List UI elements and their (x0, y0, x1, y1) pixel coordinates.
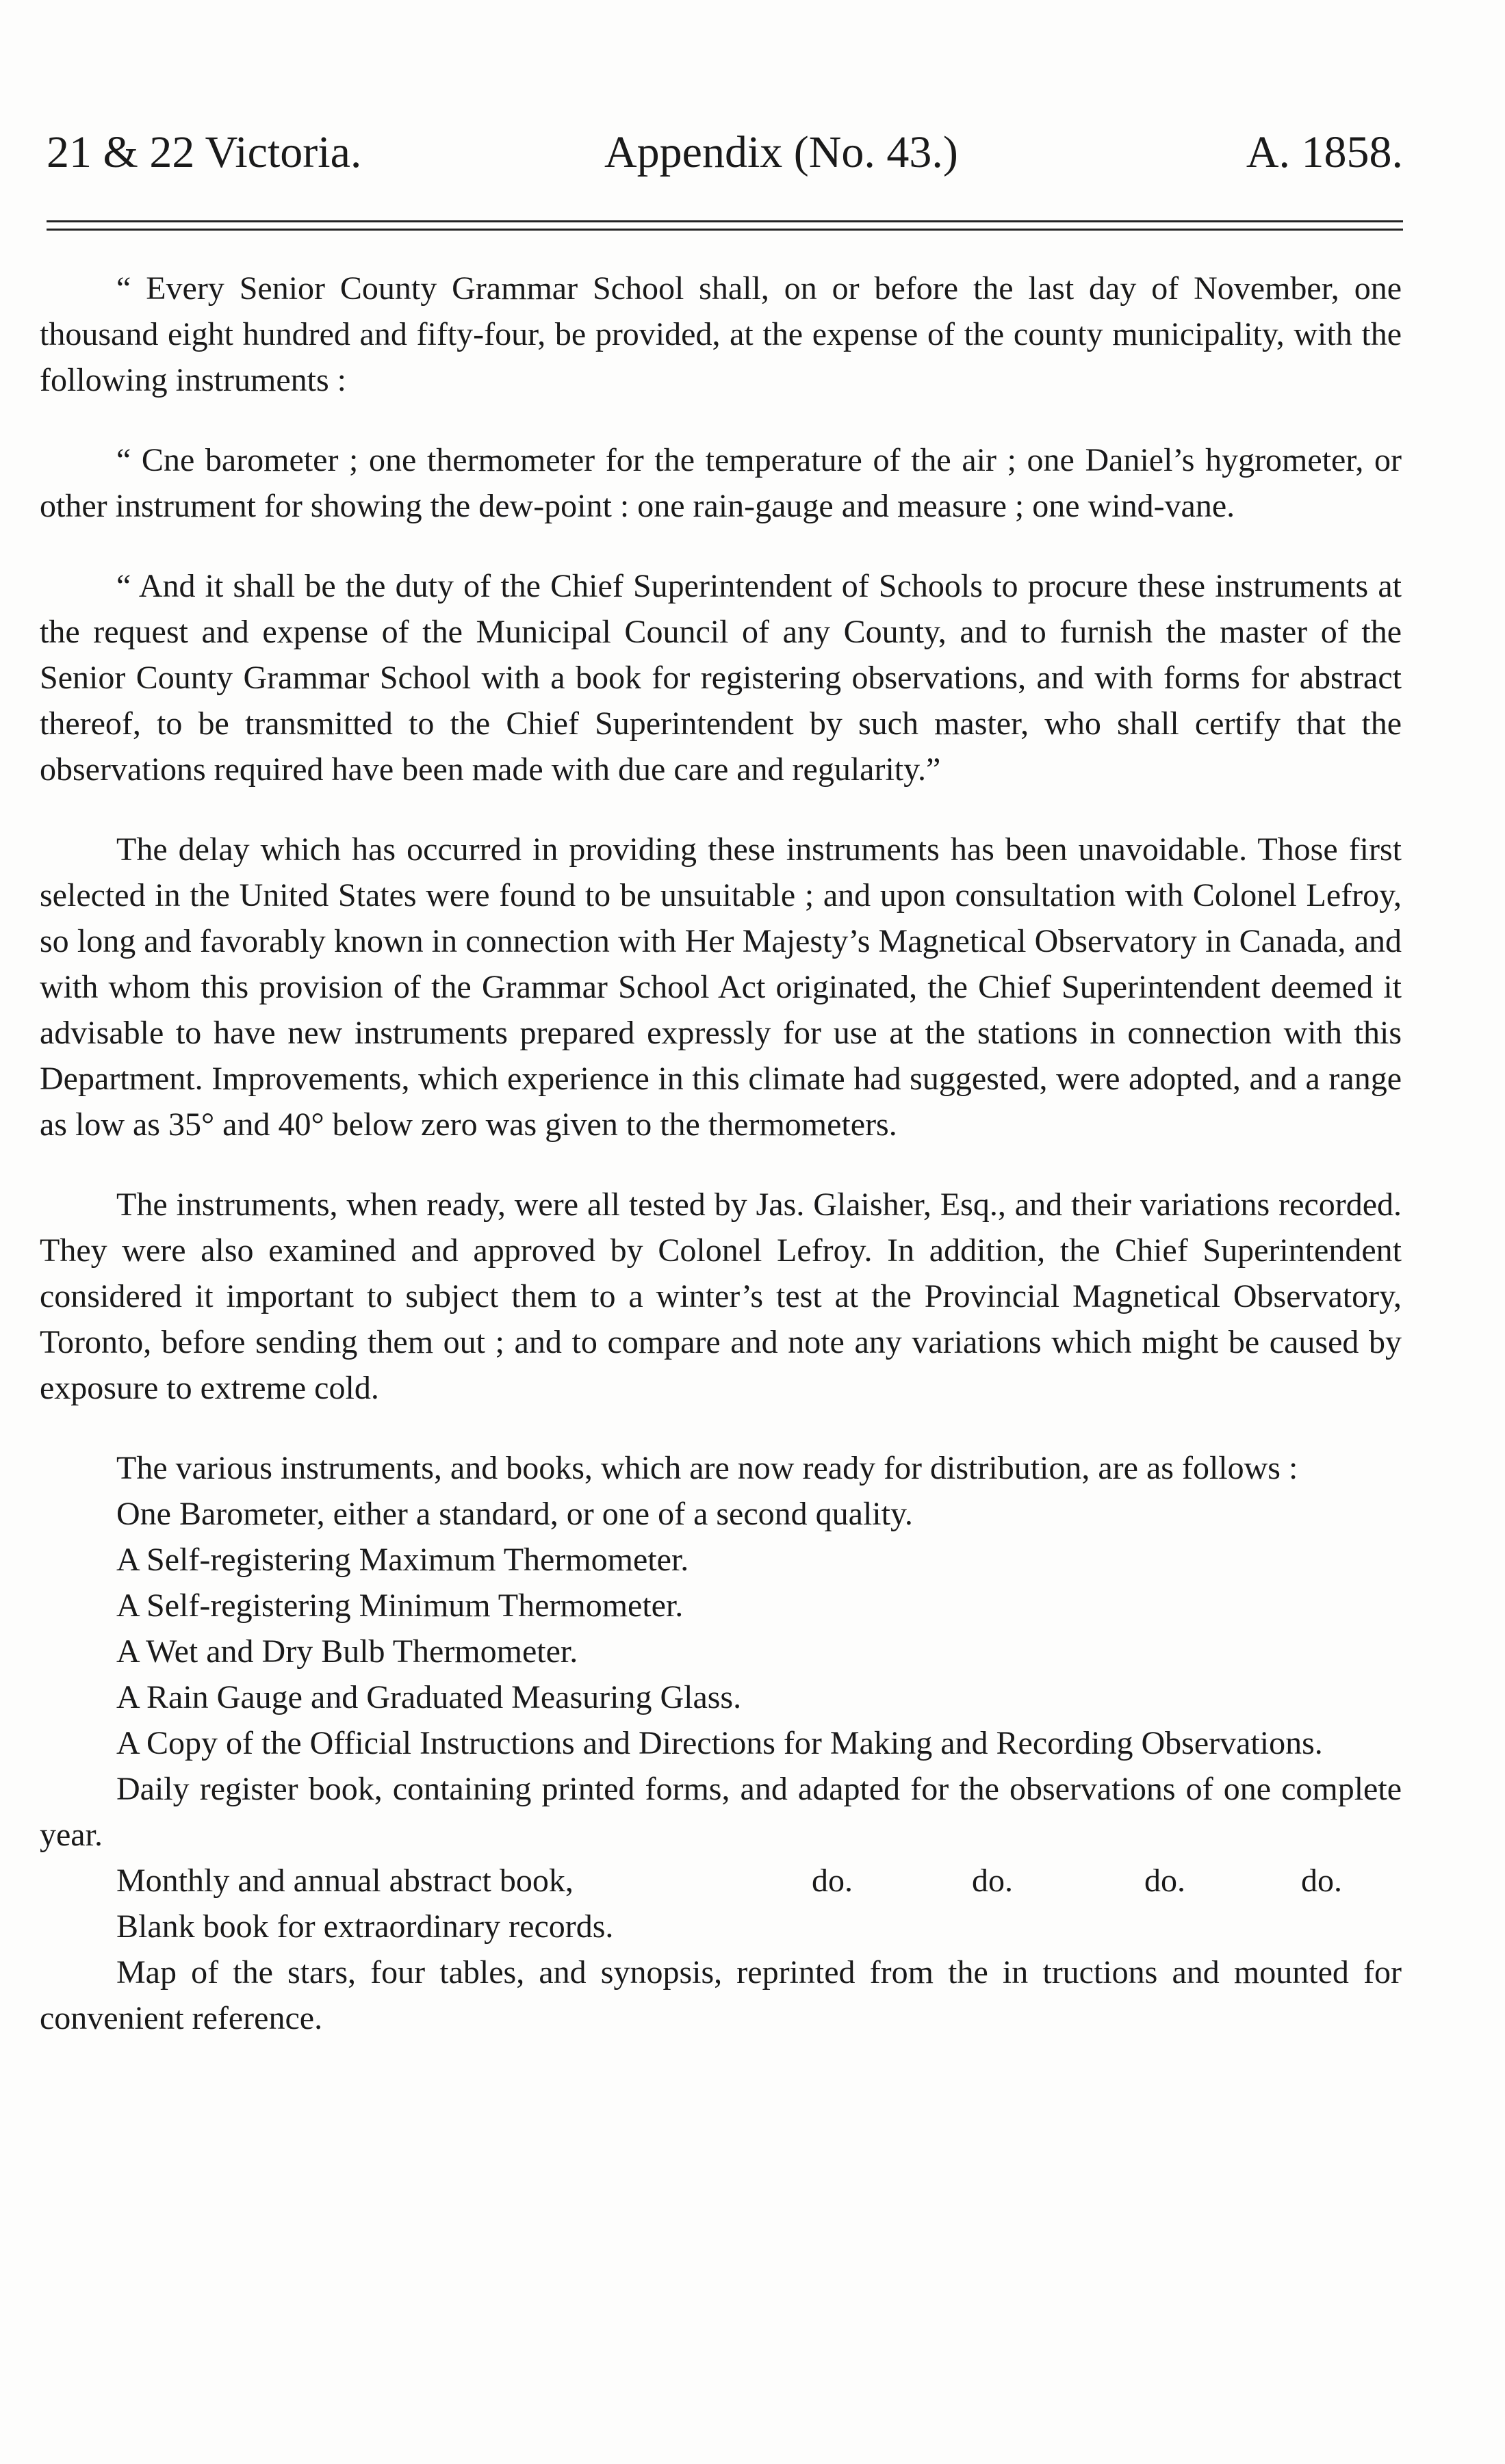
header-rule-bottom (47, 229, 1403, 231)
ditto-mark: do. (1301, 1863, 1342, 1899)
list-item: A Self-registering Maximum Thermometer. (116, 1542, 689, 1578)
header-appendix: Appendix (No. 43.) (604, 127, 958, 177)
quote-paragraph-1: “ Every Senior County Grammar School shall, on or before the last day of November, one thousand eight hundred and fifty-four, be provided, at the expense of the county municipality, with the following instruments : (40, 270, 1402, 398)
paragraph-delay: The delay which has occurred in providing these instruments has been unavoidable. Those first selected in the United States were found to be unsuitable ; and upon consultation with Colonel Lefroy, so long and favorably known in connection with Her Majesty’s Magnetical Observatory in Canada, and with whom this provision of the Grammar School Act originated, the Chief Superintendent deemed it advisable to have new instruments prepared expressly for use at the stations in connection with this Department. Improvements, which experience in this climate had suggested, were adopted, and a range as low as 35° and 40° below zero was given to the thermometers. (40, 831, 1402, 1143)
header-year: A. 1858. (1246, 127, 1403, 177)
ditto-mark: do. (972, 1863, 1013, 1899)
list-item: A Wet and Dry Bulb Thermometer. (116, 1633, 578, 1670)
list-item: A Copy of the Official Instructions and Directions for Making and Recording Observations. (116, 1725, 1323, 1761)
body-text (40, 265, 1402, 2041)
ditto-mark: do. (1144, 1863, 1185, 1899)
list-item: A Self-registering Minimum Thermometer. (116, 1587, 684, 1624)
list-item: Map of the stars, four tables, and synopsis, reprinted from the in tructions and mounted for convenient reference. (40, 1954, 1402, 2036)
quote-paragraph-2: “ Cne barometer ; one thermometer for the temperature of the air ; one Daniel’s hygrometer, or other instrument for showing the dew-point : one rain-gauge and measure ; one wind-vane. (40, 442, 1402, 524)
quote-paragraph-3: “ And it shall be the duty of the Chief Superintendent of Schools to procure these instruments at the request and expense of the Municipal Council of any County, and to furnish the master of the Senior County Grammar School with a book for registering observations, and with forms for abstract thereof, to be transmitted to the Chief Superintendent by such master, who shall certify that the observations required have been made with due care and regularity.” (40, 568, 1402, 788)
ditto-mark: do. (812, 1863, 853, 1899)
list-item: Blank book for extraordinary records. (116, 1908, 614, 1945)
paragraph-testing: The instruments, when ready, were all tested by Jas. Glaisher, Esq., and their variations recorded. They were also examined and approved by Colonel Lefroy. In addition, the Chief Superintendent considered it important to subject them to a winter’s test at the Provincial Magnetical Observatory, Toronto, before sending them out ; and to compare and note any variations which might be caused by exposure to extreme cold. (40, 1186, 1402, 1406)
list-item-abstract-book (40, 1858, 1402, 1904)
list-item: One Barometer, either a standard, or one of a second quality. (116, 1496, 913, 1532)
list-item-label: Monthly and annual abstract book, (116, 1863, 574, 1899)
page-header (47, 122, 1403, 183)
list-item: A Rain Gauge and Graduated Measuring Glass. (116, 1679, 742, 1715)
header-session: 21 & 22 Victoria. (47, 127, 362, 177)
header-rule-top (47, 220, 1403, 222)
list-item: Daily register book, containing printed forms, and adapted for the observations of one complete year. (40, 1771, 1402, 1853)
paragraph-distribution: The various instruments, and books, which are now ready for distribution, are as follows : (116, 1450, 1298, 1486)
